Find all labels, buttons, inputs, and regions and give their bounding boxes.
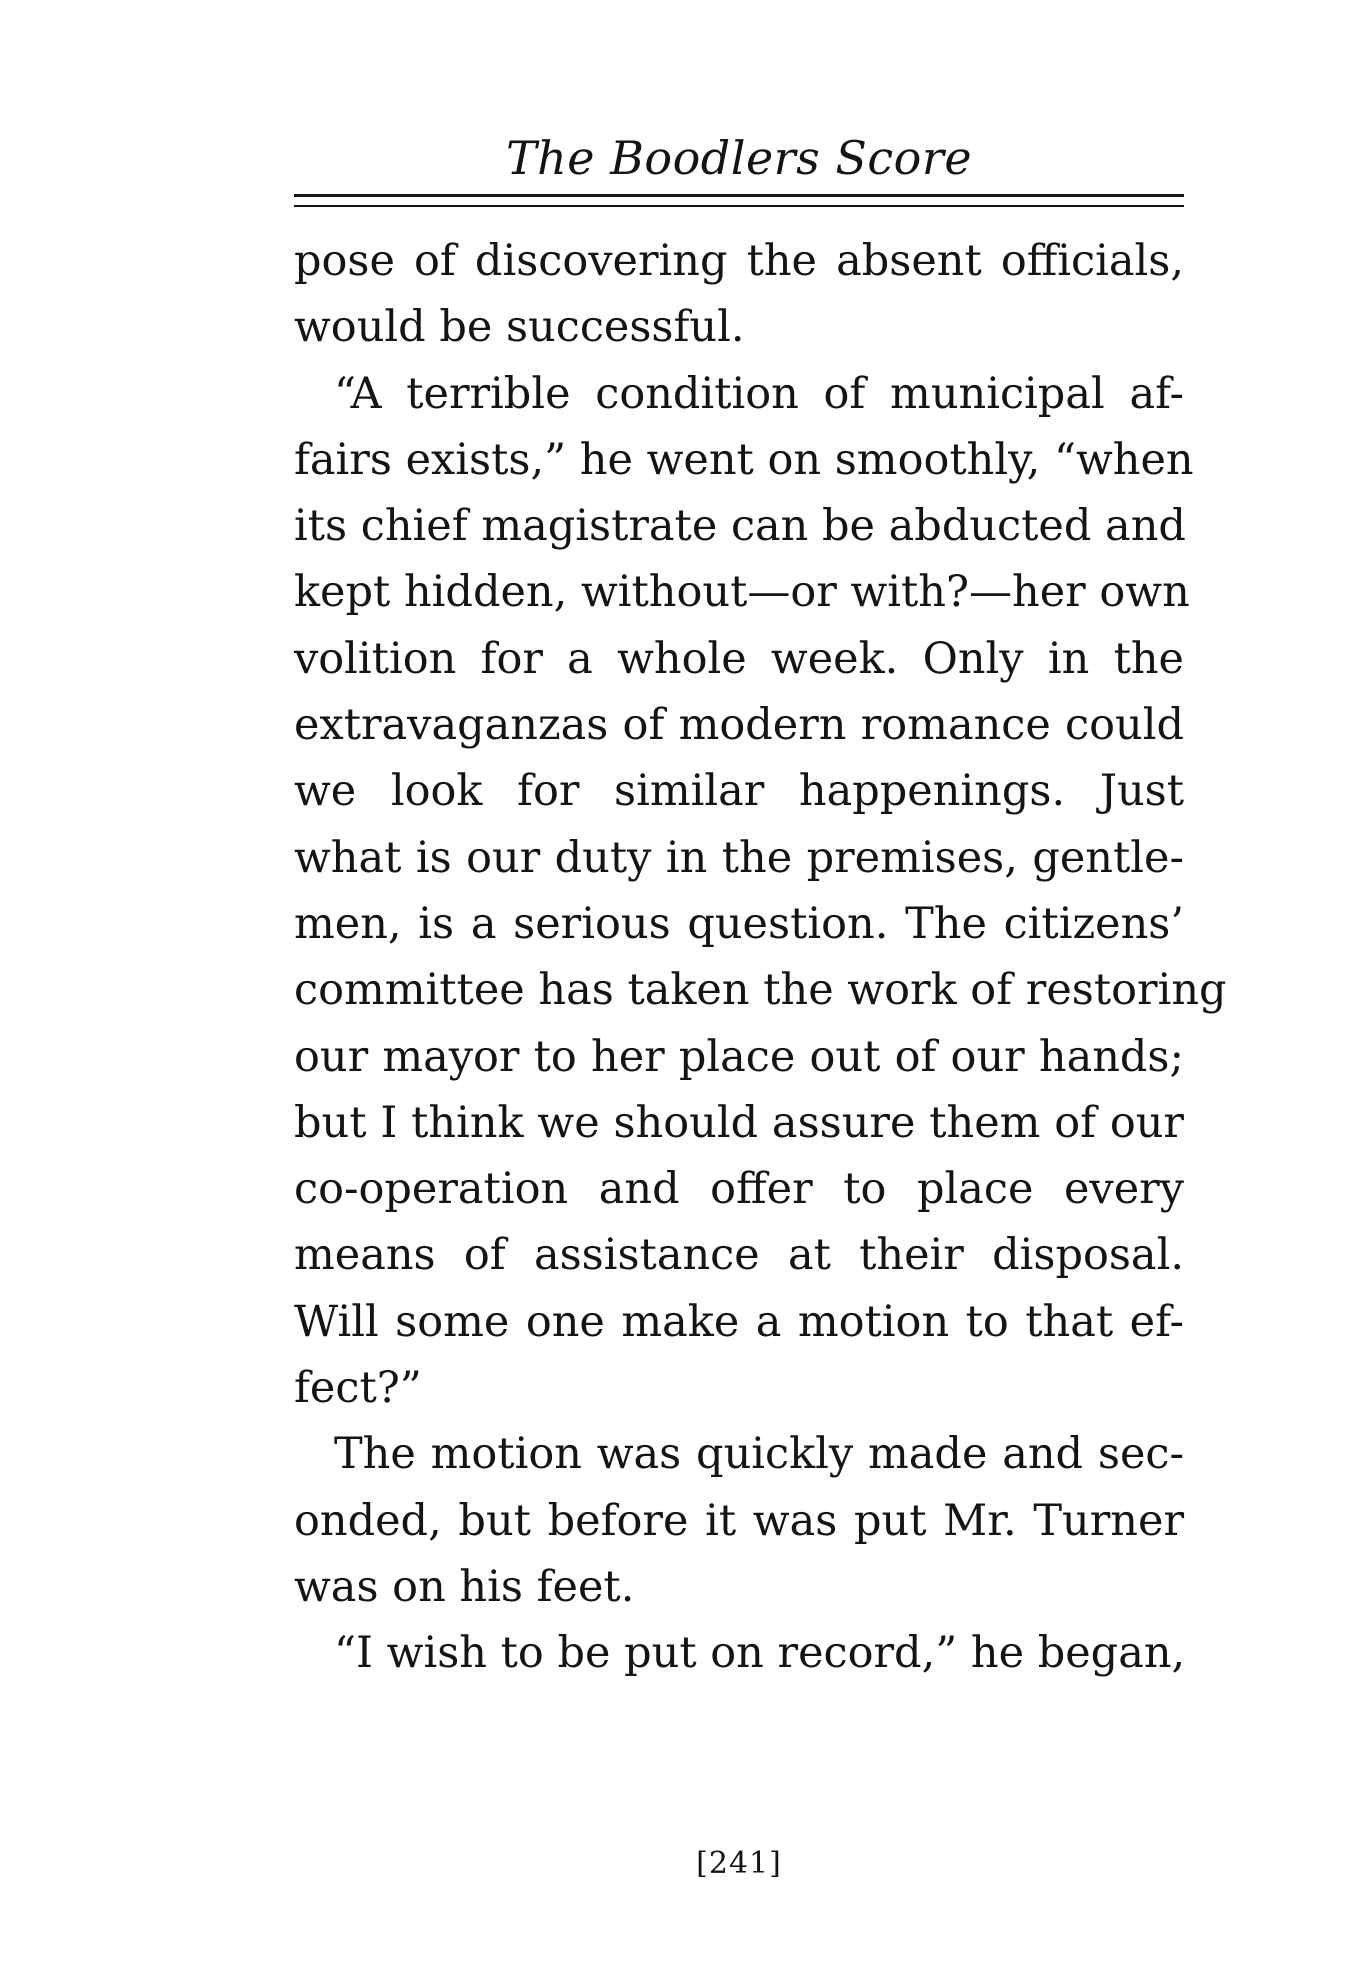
text-line: would be successful. — [294, 302, 745, 353]
running-header-title: The Boodlers Score — [505, 131, 973, 185]
text-line: extravaganzas of modern romance could — [294, 700, 1184, 751]
text-line: men, is a serious question. The citizens’ — [294, 898, 1184, 949]
page-number: [241] — [696, 1846, 782, 1881]
text-line: “I wish to be put on record,” he began, — [334, 1628, 1186, 1679]
text-line: Will some one make a motion to that ef- — [294, 1296, 1184, 1347]
text-line: was on his feet. — [294, 1561, 635, 1612]
body-text — [294, 228, 1227, 1687]
text-line: kept hidden, without—or with?—her own — [294, 567, 1190, 618]
header-rule-thick — [294, 194, 1184, 197]
text-line: The motion was quickly made and sec- — [334, 1429, 1184, 1480]
text-line: but I think we should assure them of our — [294, 1097, 1184, 1148]
text-line: “A terrible condition of municipal af- — [334, 368, 1184, 419]
text-line: committee has taken the work of restoring — [294, 965, 1227, 1016]
text-line: volition for a whole week. Only in the — [294, 633, 1184, 684]
text-line: its chief magistrate can be abducted and — [294, 501, 1186, 552]
text-line: fairs exists,” he went on smoothly, “when — [294, 434, 1194, 485]
text-line: co-operation and offer to place every — [294, 1164, 1184, 1215]
text-line: fect?” — [294, 1363, 422, 1414]
header-rule-thin — [294, 205, 1184, 207]
text-line: means of assistance at their disposal. — [294, 1230, 1184, 1281]
text-line: we look for similar happenings. Just — [294, 766, 1184, 817]
text-line: pose of discovering the absent officials, — [294, 236, 1184, 286]
text-line: what is our duty in the premises, gentle- — [294, 832, 1184, 883]
text-line: onded, but before it was put Mr. Turner — [294, 1495, 1184, 1546]
text-line: our mayor to her place out of our hands; — [294, 1031, 1184, 1082]
